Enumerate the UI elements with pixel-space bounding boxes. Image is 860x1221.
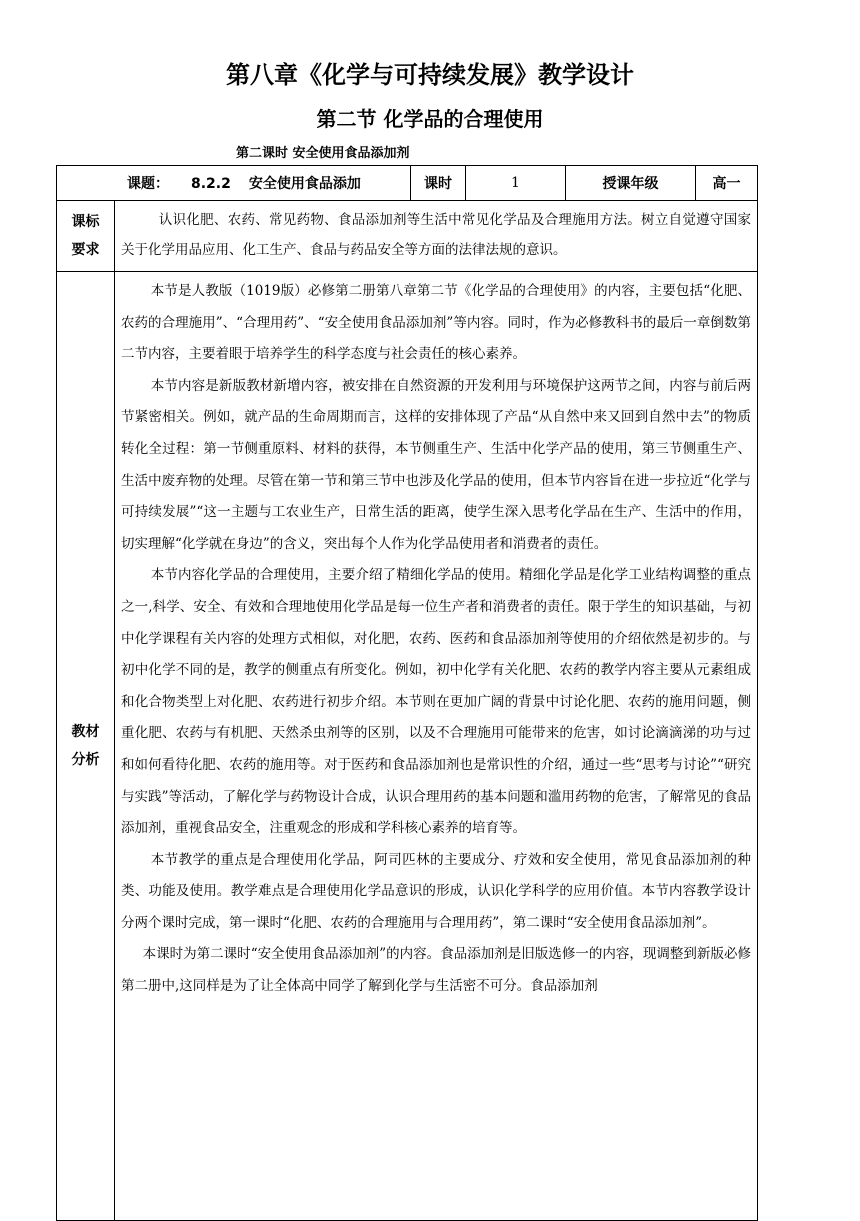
- analysis-label: 教材 分析: [57, 272, 115, 1221]
- hours-value: 1: [466, 166, 566, 201]
- topic-label: 课题：: [127, 176, 169, 192]
- header-row: [57, 166, 758, 201]
- analysis-paragraph: 本节教学的重点是合理使用化学品，阿司匹林的主要成分、疗效和安全使用，常见食品添加剂的种类、功能及使用。教学难点是合理使用化学品意识的形成，认识化学科学的应用价值。本节内容教学设计分两个课时完成，第一课时“化肥、农药的合理施用与合理用药”，第二课时“安全使用食品添加剂”。: [121, 851, 751, 931]
- topic-name: 安全使用食品添加: [248, 176, 361, 192]
- analysis-paragraph: 本节内容是新版教材新增内容，被安排在自然资源的开发利用与环境保护这两节之间，内容与前后两节紧密相关。例如，就产品的生命周期而言，这样的安排体现了产品“从自然中来又回到自然中去”的物质转化全过程：第一节侧重原料、材料的获得，本节侧重生产、生活中化学产品的使用，第三节侧重生产、生活中废弃物的处理。尽管在第一节和第三节中也涉及化学品的使用，但本节内容旨在进一步拉近“化学与可持续发展”“这一主题与工农业生产，日常生活的距离，使学生深入思考化学品在生产、生活中的作用，切实理解“化学就在身边”的含义，突出每个人作为化学品使用者和消费者的责任。: [121, 377, 751, 552]
- document-title: 第八章《化学与可持续发展》教学设计: [226, 61, 634, 89]
- analysis-paragraph: 本节内容化学品的合理使用，主要介绍了精细化学品的使用。精细化学品是化学工业结构调整的重点之一,科学、安全、有效和合理地使用化学品是每一位生产者和消费者的责任。限于学生的知识基础，与初中化学课程有关内容的处理方式相似，对化肥，农药、医药和食品添加剂等使用的介绍依然是初步的。与初中化学不同的是，教学的侧重点有所变化。例如，初中化学有关化肥、农药的教学内容主要从元素组成和化合物类型上对化肥、农药进行初步介绍。本节则在更加广阔的背景中讨论化肥、农药的施用问题，侧重化肥、农药与有机肥、天然杀虫剂等的区别，以及不合理施用可能带来的危害，如讨论滴滴涕的功与过和如何看待化肥、农药的施用等。对于医药和食品添加剂也是常识性的介绍，通过一些“思考与讨论”“研究与实践”等活动，了解化学与药物设计合成，认识合理用药的基本问题和滥用药物的危害，了解常见的食品添加剂，重视食品安全，注重观念的形成和学科核心素养的培育等。: [121, 567, 751, 837]
- analysis-row: [57, 272, 758, 1221]
- curriculum-text: 认识化肥、农药、常见药物、食品添加剂等生活中常见化学品及合理施用方法。树立自觉遵守国家关于化学用品应用、化工生产、食品与药品安全等方面的法律法规的意识。: [121, 212, 751, 258]
- curriculum-row: [57, 201, 758, 272]
- lesson-plan-table: [56, 165, 758, 1221]
- topic-code: 8.2.2: [191, 176, 231, 192]
- lesson-title: 第二课时 安全使用食品添加剂: [236, 146, 410, 161]
- section-title: 第二节 化学品的合理使用: [316, 107, 544, 131]
- curriculum-label: 课标 要求: [57, 201, 115, 272]
- curriculum-text-cell: [115, 201, 758, 272]
- hours-label: 课时: [411, 166, 466, 201]
- analysis-paragraph: 本节是人教版（1019版）必修第二册第八章第二节《化学品的合理使用》的内容，主要包括“化肥、农药的合理施用”、“合理用药”、“安全使用食品添加剂”等内容。同时，作为必修教科书的最后一章倒数第二节内容，主要着眼于培养学生的科学态度与社会责任的核心素养。: [121, 283, 751, 363]
- analysis-text-cell: [115, 272, 758, 1221]
- grade-label: 授课年级: [566, 166, 696, 201]
- topic-cell: [57, 166, 411, 201]
- analysis-paragraph: 本课时为第二课时“安全使用食品添加剂”的内容。食品添加剂是旧版选修一的内容，现调整到新版必修第二册中,这同样是为了让全体高中同学了解到化学与生活密不可分。食品添加剂: [121, 946, 751, 995]
- grade-value: 高一: [696, 166, 758, 201]
